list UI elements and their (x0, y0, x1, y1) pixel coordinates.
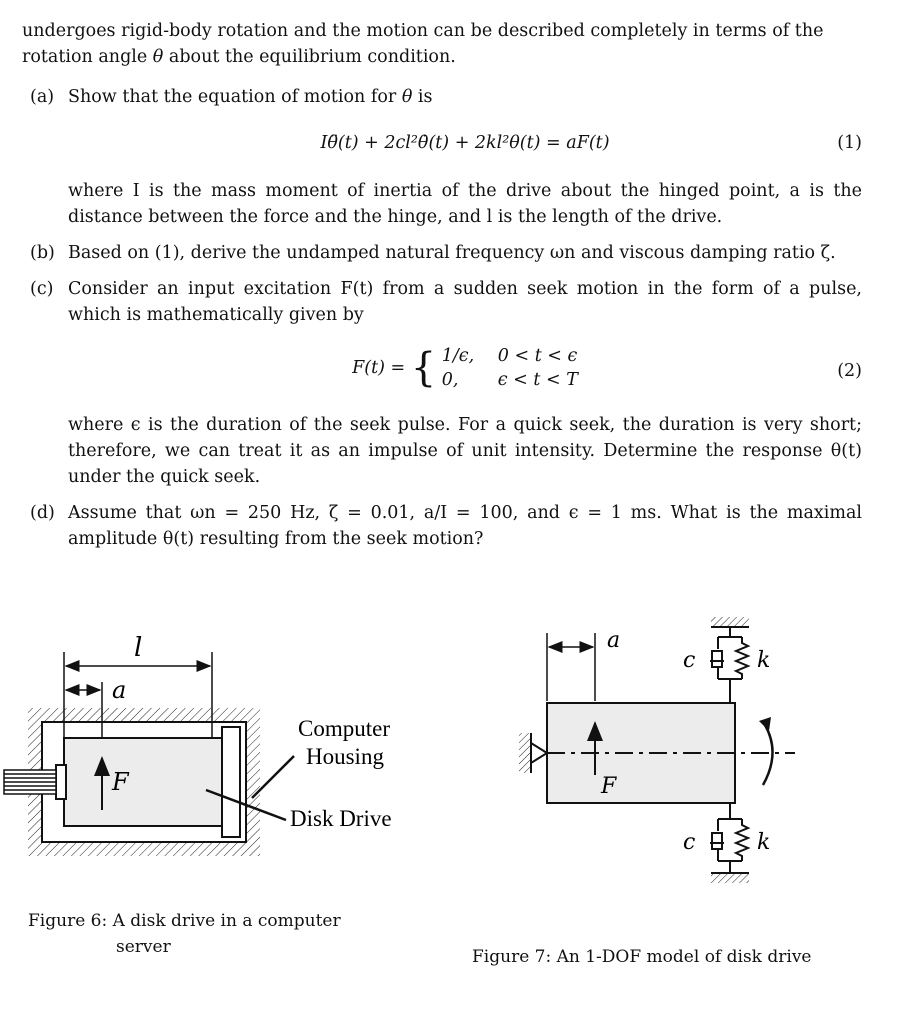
equation-1 (68, 122, 862, 166)
case-1-value: 1/ϵ, (441, 346, 475, 366)
problem-text (22, 18, 862, 552)
part-d (22, 500, 862, 552)
theta-symbol: θ (152, 47, 164, 67)
part-d-text: Assume that ωn = 250 Hz, ζ = 0.01, a/I = 100, and ϵ = 1 ms. What is the maximal amplitude θ(t) resulting from the seek motion? (68, 503, 862, 549)
rotation-arrow-head (759, 717, 771, 731)
part-a-text-pre: Show that the equation of motion for (68, 87, 402, 107)
figure-6-diagram (0, 630, 430, 880)
figure-7-diagram (505, 615, 805, 895)
label-k-top: k (757, 648, 771, 673)
label-F-fig7: F (601, 774, 617, 799)
part-a-after: where I is the mass moment of inertia of the drive about the hinged point, a is the distance between the force and the hinge, and l is the length of the drive. (68, 181, 862, 227)
label-l: l (134, 633, 143, 663)
label-c-bottom: c (683, 830, 696, 855)
part-a-theta: θ (401, 87, 413, 107)
shaft (4, 770, 56, 794)
part-c-text: Consider an input excitation F(t) from a sudden seek motion in the form of a pulse, which is mathematically given by (68, 279, 862, 325)
intro-line-1: undergoes rigid-body rotation and the motion can be described completely in terms of the (22, 21, 824, 41)
part-a-label: (a) (30, 87, 55, 107)
part-c (22, 276, 862, 490)
case-row-1 (442, 344, 578, 368)
left-brace: { (410, 345, 437, 391)
intro-paragraph (22, 18, 862, 70)
part-a (22, 84, 862, 230)
figure-6-caption-line1: Figure 6: A disk drive in a computer (28, 911, 341, 931)
bottom-spring-damper (710, 803, 749, 883)
part-b-label: (b) (30, 243, 55, 263)
figure-7-caption: Figure 7: An 1-DOF model of disk drive (472, 947, 812, 967)
rotation-arrow (763, 725, 773, 785)
equation-1-number: (1) (837, 133, 862, 153)
part-c-label: (c) (30, 279, 54, 299)
dimension-a-fig7 (547, 633, 595, 701)
label-a: a (112, 676, 127, 704)
label-c-top: c (683, 648, 696, 673)
equation-1-body: Iθ̈(t) + 2cl²θ̇(t) + 2kl²θ(t) = aF(t) (320, 133, 610, 153)
case-1-cond: 0 < t < ϵ (497, 346, 578, 366)
part-b-text: Based on (1), derive the undamped natural frequency ωn and viscous damping ratio ζ. (68, 243, 836, 263)
part-d-label: (d) (30, 503, 55, 523)
case-2-value: 0, (441, 370, 459, 390)
drive-body (64, 738, 222, 826)
equation-2 (68, 340, 862, 400)
label-housing-2: Housing (306, 744, 384, 769)
intro-line-2-pre: rotation angle (22, 47, 153, 67)
case-row-2 (442, 368, 578, 392)
hinge (519, 733, 547, 773)
label-a-fig7: a (607, 628, 621, 653)
part-c-after: where ϵ is the duration of the seek pulse. For a quick seek, the duration is very short; therefore, we can treat it as an impulse of unit intensity. Determine the response θ(t) under the quick seek. (68, 415, 862, 487)
equation-2-cases (442, 344, 578, 392)
front-plate (222, 727, 240, 837)
label-housing-1: Computer (298, 716, 390, 741)
equation-2-number: (2) (837, 361, 862, 381)
label-F: F (112, 768, 129, 796)
equation-2-body (68, 344, 862, 392)
figure-6-caption (28, 908, 408, 960)
equation-2-lhs: F(t) = (352, 358, 406, 378)
part-a-text-post: is (412, 87, 433, 107)
top-spring-damper (710, 617, 749, 703)
intro-line-2-post: about the equilibrium condition. (163, 47, 456, 67)
figure-6-caption-line2: server (116, 937, 171, 957)
connector (56, 765, 66, 799)
label-k-bottom: k (757, 830, 771, 855)
label-disk-drive: Disk Drive (290, 806, 392, 831)
part-b (22, 240, 862, 266)
case-2-cond: ϵ < t < T (497, 370, 578, 390)
